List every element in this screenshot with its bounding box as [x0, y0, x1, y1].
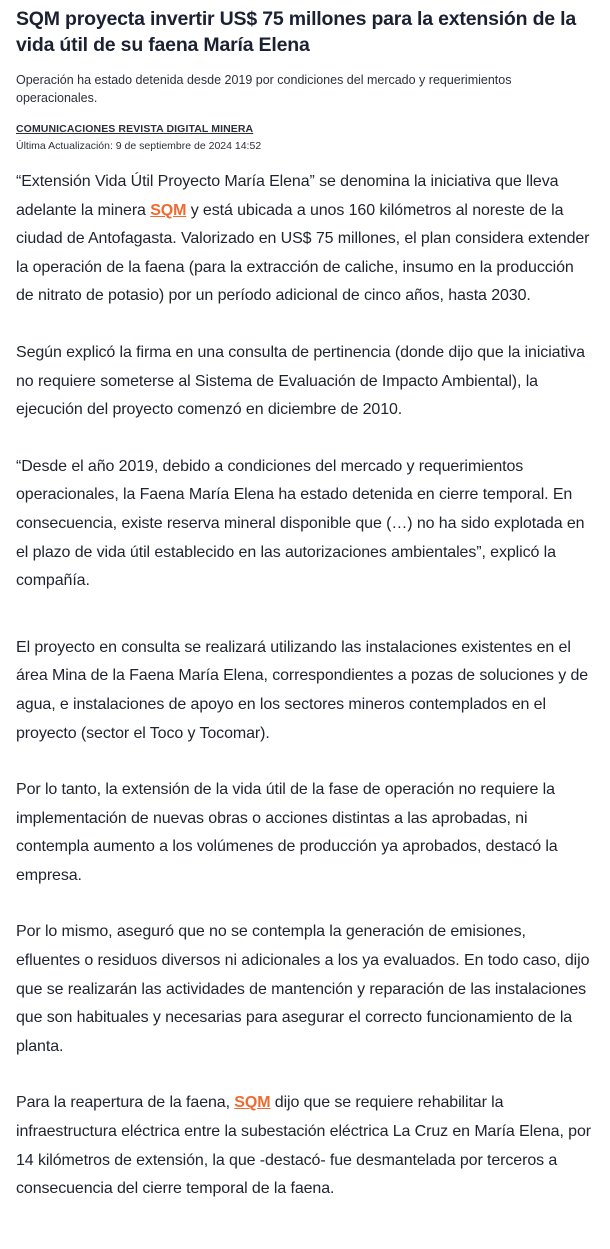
paragraph-1-text-a: “Extensión Vida Útil Proyecto María Elena” se denomina la iniciativa que lleva adelante la minera: [16, 173, 559, 219]
paragraph-7: [16, 1089, 594, 1203]
last-updated: [16, 140, 594, 152]
last-updated-label: Última Actualización:: [16, 140, 113, 152]
paragraph-4: El proyecto en consulta se realizará utilizando las instalaciones existentes en el área Mina de la Faena María Elena, correspondientes a pozas de soluciones y de agua, e instalaciones de apoyo en los sectores mineros contemplados en el proyecto (sector el Toco y Tocomar).: [16, 638, 589, 742]
paragraph-6: Por lo mismo, aseguró que no se contempla la generación de emisiones, efluentes o residuos diversos ni adicionales a los ya evaluados. En todo caso, dijo que se realizarán las actividades de mantención y reparación de las instalaciones que son habituales y necesarias para asegurar el correcto funcionamiento de la planta.: [16, 923, 590, 1055]
article-headline: SQM proyecta invertir US$ 75 millones para la extensión de la vida útil de su faena María Elena: [16, 8, 577, 56]
paragraph-5: Por lo tanto, la extensión de la vida útil de la fase de operación no requiere la implementación de nuevas obras o acciones distintas a las aprobadas, ni contempla aumento a los volúmenes de producción ya aprobados, destacó la empresa.: [16, 781, 558, 884]
paragraph-7-text-a: Para la reapertura de la faena,: [16, 1094, 235, 1112]
paragraph-1-text-b: y está ubicada a unos 160 kilómetros al noreste de la ciudad de Antofagasta. Valorizado en US$ 75 millones, el plan considera extender la operación de la faena (para la extracción de caliche, insumo en la producción de nitrato de potasio) por un período adicional de cinco años, hasta 2030.: [16, 201, 590, 305]
sqm-tag-link[interactable]: SQM: [150, 201, 187, 219]
paragraph-3: “Desde el año 2019, debido a condiciones del mercado y requerimientos operacionales, la Faena María Elena ha estado detenida en cierre temporal. En consecuencia, existe reserva mineral disponible que (…) no ha sido explotada en el plazo de vida útil establecido en las autorizaciones ambientales”, explicó la compañía.: [16, 457, 585, 590]
article-subtitle: Operación ha estado detenida desde 2019 por condiciones del mercado y requerimientos operacionales.: [16, 73, 512, 105]
paragraph-2: Según explicó la firma en una consulta de pertinencia (donde dijo que la iniciativa no requiere someterse al Sistema de Evaluación de Impacto Ambiental), la ejecución del proyecto comenzó en diciembre de 2010.: [16, 343, 585, 419]
last-updated-value: 9 de septiembre de 2024 14:52: [115, 140, 262, 152]
author-link[interactable]: COMUNICACIONES REVISTA DIGITAL MINERA: [16, 123, 254, 135]
sqm-tag-link[interactable]: SQM: [234, 1094, 271, 1112]
paragraph-7-text-b: dijo que se requiere rehabilitar la infraestructura eléctrica entre la subestación eléctrica La Cruz en María Elena, por 14 kilómetros de extensión, la que -destacó- fue desmantelada por terceros a consecuencia del cierre temporal de la faena.: [16, 1094, 591, 1198]
article-body: [16, 168, 594, 1204]
paragraph-1: [16, 168, 594, 311]
